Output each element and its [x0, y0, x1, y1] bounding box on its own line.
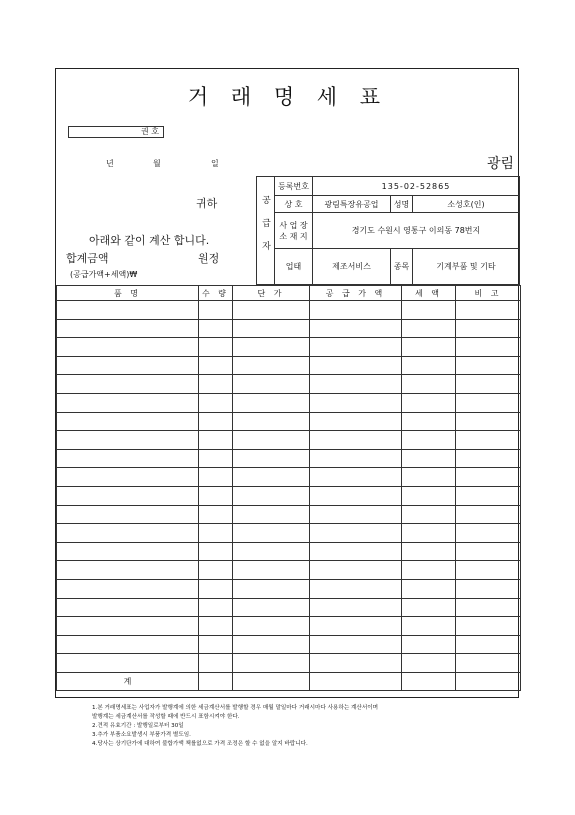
- col-header-qty: 수 량: [199, 286, 233, 301]
- total-amount-unit: 원정: [198, 252, 220, 265]
- table-cell[interactable]: [456, 338, 521, 357]
- table-cell[interactable]: [310, 319, 402, 338]
- biz-item-label: 종목: [391, 249, 413, 285]
- table-cell[interactable]: [57, 617, 199, 636]
- table-row: [57, 449, 521, 468]
- col-header-item: 품 명: [57, 286, 199, 301]
- biz-item-value: 기계부품 및 기타: [413, 249, 520, 285]
- table-cell[interactable]: [310, 412, 402, 431]
- table-row: [57, 301, 521, 320]
- table-cell[interactable]: [456, 598, 521, 617]
- table-cell[interactable]: [199, 449, 233, 468]
- table-cell[interactable]: [233, 301, 310, 320]
- table-cell[interactable]: [456, 617, 521, 636]
- total-amount-sub: (공급가액+세액)₩: [70, 270, 138, 279]
- addr-label: 사 업 장 소 재 지: [275, 213, 313, 249]
- reg-label: 등록번호: [275, 177, 313, 196]
- table-cell[interactable]: [199, 579, 233, 598]
- table-row: [57, 617, 521, 636]
- table-cell[interactable]: [57, 579, 199, 598]
- table-cell[interactable]: [402, 449, 456, 468]
- note-line: 3.추가 부품소요발생시 부품가격 별도임.: [92, 732, 191, 738]
- name-label: 상 호: [275, 196, 313, 213]
- table-cell[interactable]: [456, 524, 521, 543]
- table-cell[interactable]: [402, 561, 456, 580]
- table-cell[interactable]: [57, 412, 199, 431]
- table-cell[interactable]: [310, 617, 402, 636]
- table-row: [57, 635, 521, 654]
- table-cell[interactable]: [402, 319, 456, 338]
- table-cell[interactable]: [402, 468, 456, 487]
- table-cell[interactable]: [199, 561, 233, 580]
- table-cell[interactable]: [57, 561, 199, 580]
- table-cell[interactable]: [233, 449, 310, 468]
- margin-tick: [520, 644, 521, 654]
- table-cell[interactable]: [233, 654, 310, 673]
- table-cell[interactable]: [310, 561, 402, 580]
- brand-name: 광림: [486, 156, 514, 172]
- table-cell[interactable]: [310, 598, 402, 617]
- table-cell[interactable]: [456, 542, 521, 561]
- table-row: [57, 431, 521, 450]
- table-cell[interactable]: [233, 524, 310, 543]
- table-cell[interactable]: [57, 375, 199, 394]
- total-row-label: 계: [57, 672, 199, 691]
- day-label: 일: [211, 159, 219, 168]
- table-cell[interactable]: [233, 393, 310, 412]
- col-header-unit-price: 단 가: [233, 286, 310, 301]
- col-header-supply-amount: 공 급 가 액: [310, 286, 402, 301]
- book-number-label: 권 호: [68, 126, 164, 138]
- table-cell[interactable]: [456, 579, 521, 598]
- table-cell[interactable]: [233, 319, 310, 338]
- table-cell[interactable]: [310, 431, 402, 450]
- biz-type-value: 제조서비스: [313, 249, 391, 285]
- table-cell[interactable]: [402, 524, 456, 543]
- table-cell[interactable]: [57, 505, 199, 524]
- table-cell[interactable]: [199, 598, 233, 617]
- year-label: 년: [106, 159, 114, 168]
- table-row: [57, 505, 521, 524]
- table-cell[interactable]: [402, 338, 456, 357]
- table-cell[interactable]: [57, 431, 199, 450]
- table-cell[interactable]: [199, 338, 233, 357]
- table-cell[interactable]: [402, 393, 456, 412]
- table-cell[interactable]: [456, 412, 521, 431]
- table-cell[interactable]: [456, 393, 521, 412]
- table-cell[interactable]: [57, 393, 199, 412]
- table-cell[interactable]: [57, 598, 199, 617]
- reg-number: 135-02-52865: [313, 177, 520, 196]
- table-cell[interactable]: [456, 505, 521, 524]
- items-table: [56, 285, 521, 691]
- table-cell[interactable]: [233, 598, 310, 617]
- table-row: [57, 393, 521, 412]
- table-cell[interactable]: [310, 468, 402, 487]
- table-cell[interactable]: [402, 579, 456, 598]
- table-cell[interactable]: [310, 635, 402, 654]
- table-cell[interactable]: [199, 301, 233, 320]
- table-cell[interactable]: [456, 319, 521, 338]
- note-line: 2.견적 유효기간 : 발행일로부터 30일: [92, 723, 184, 729]
- table-cell[interactable]: [199, 635, 233, 654]
- table-row: [57, 468, 521, 487]
- table-cell[interactable]: [199, 654, 233, 673]
- table-cell[interactable]: [402, 486, 456, 505]
- table-cell[interactable]: [57, 542, 199, 561]
- table-cell[interactable]: [233, 542, 310, 561]
- invoice-document: [55, 68, 519, 698]
- table-row: [57, 338, 521, 357]
- col-header-remarks: 비 고: [456, 286, 521, 301]
- table-cell[interactable]: [310, 505, 402, 524]
- table-cell[interactable]: [57, 319, 199, 338]
- table-cell[interactable]: [233, 635, 310, 654]
- total-row: [57, 672, 521, 691]
- col-header-tax: 세 액: [402, 286, 456, 301]
- table-row: [57, 579, 521, 598]
- supplier-table: [256, 176, 520, 285]
- table-cell[interactable]: [456, 375, 521, 394]
- table-cell[interactable]: [310, 524, 402, 543]
- table-cell[interactable]: [456, 431, 521, 450]
- table-cell[interactable]: [402, 635, 456, 654]
- table-row: [57, 412, 521, 431]
- table-cell[interactable]: [310, 338, 402, 357]
- table-cell[interactable]: [233, 468, 310, 487]
- table-cell[interactable]: [199, 617, 233, 636]
- table-cell[interactable]: [310, 654, 402, 673]
- table-cell[interactable]: [233, 672, 310, 691]
- table-cell[interactable]: [456, 561, 521, 580]
- table-cell[interactable]: [456, 468, 521, 487]
- table-cell[interactable]: [456, 635, 521, 654]
- table-cell[interactable]: [57, 301, 199, 320]
- document-title: 거 래 명 세 표: [187, 85, 389, 109]
- table-cell[interactable]: [310, 393, 402, 412]
- table-cell[interactable]: [199, 524, 233, 543]
- table-row: [57, 319, 521, 338]
- table-cell[interactable]: [199, 319, 233, 338]
- table-cell[interactable]: [310, 486, 402, 505]
- items-header-row: [57, 286, 521, 301]
- table-cell[interactable]: [402, 301, 456, 320]
- note-line: 1.본 거래명세표는 사업자가 발행계에 의한 세금계산서를 발행할 경우 매월 말일마다 거래시마다 사용하는 계산서이며: [92, 705, 379, 711]
- table-cell[interactable]: [199, 468, 233, 487]
- table-row: [57, 375, 521, 394]
- table-cell[interactable]: [233, 561, 310, 580]
- table-cell[interactable]: [402, 505, 456, 524]
- table-cell[interactable]: [199, 505, 233, 524]
- table-row: [57, 654, 521, 673]
- supplier-side-label: 공급자: [257, 177, 275, 285]
- table-cell[interactable]: [402, 598, 456, 617]
- addr-value: 경기도 수원시 영통구 이의동 78번지: [313, 213, 520, 249]
- table-cell[interactable]: [456, 486, 521, 505]
- table-cell[interactable]: [233, 486, 310, 505]
- table-cell[interactable]: [456, 356, 521, 375]
- notes-block: [92, 704, 512, 749]
- table-cell[interactable]: [310, 579, 402, 598]
- table-cell[interactable]: [456, 301, 521, 320]
- table-cell[interactable]: [402, 672, 456, 691]
- table-cell[interactable]: [57, 635, 199, 654]
- calculation-message: 아래와 같이 계산 합니다.: [89, 234, 210, 247]
- table-cell[interactable]: [199, 393, 233, 412]
- table-cell[interactable]: [199, 431, 233, 450]
- table-cell[interactable]: [233, 338, 310, 357]
- note-line: 4.당사는 상기단가에 대하여 불합가액 책를없으로 가격 조정은 할 수 없을 알지 바랍니다.: [92, 741, 308, 747]
- table-cell[interactable]: [233, 505, 310, 524]
- table-cell[interactable]: [456, 672, 521, 691]
- table-cell[interactable]: [310, 356, 402, 375]
- table-cell[interactable]: [310, 449, 402, 468]
- table-cell[interactable]: [233, 356, 310, 375]
- table-cell[interactable]: [310, 672, 402, 691]
- table-cell[interactable]: [57, 524, 199, 543]
- total-amount-label: 합계금액: [66, 252, 109, 265]
- table-cell[interactable]: [199, 486, 233, 505]
- table-cell[interactable]: [402, 542, 456, 561]
- table-cell[interactable]: [402, 356, 456, 375]
- recipient-suffix: 귀하: [196, 197, 218, 210]
- table-cell[interactable]: [57, 486, 199, 505]
- table-cell[interactable]: [456, 449, 521, 468]
- table-row: [57, 598, 521, 617]
- table-cell[interactable]: [233, 375, 310, 394]
- table-row: [57, 524, 521, 543]
- table-row: [57, 561, 521, 580]
- table-cell[interactable]: [57, 468, 199, 487]
- table-cell[interactable]: [402, 617, 456, 636]
- table-cell[interactable]: [199, 412, 233, 431]
- note-line: 발행계는 세금계산서를 작성할 때에 반드시 표함시켜야 한다.: [92, 714, 240, 720]
- table-cell[interactable]: [233, 579, 310, 598]
- table-cell[interactable]: [233, 431, 310, 450]
- table-cell[interactable]: [402, 654, 456, 673]
- table-cell[interactable]: [57, 654, 199, 673]
- biz-type-label: 업태: [275, 249, 313, 285]
- table-cell[interactable]: [199, 542, 233, 561]
- table-cell[interactable]: [199, 672, 233, 691]
- rep-value: 소성호(인): [413, 196, 520, 213]
- table-cell[interactable]: [199, 375, 233, 394]
- table-cell[interactable]: [199, 356, 233, 375]
- name-value: 광림특장유공업: [313, 196, 391, 213]
- table-cell[interactable]: [310, 375, 402, 394]
- table-cell[interactable]: [57, 338, 199, 357]
- table-cell[interactable]: [402, 375, 456, 394]
- table-cell[interactable]: [456, 654, 521, 673]
- table-cell[interactable]: [57, 356, 199, 375]
- table-row: [57, 542, 521, 561]
- table-row: [57, 356, 521, 375]
- table-cell[interactable]: [402, 431, 456, 450]
- rep-label: 성명: [391, 196, 413, 213]
- table-cell[interactable]: [233, 412, 310, 431]
- table-cell[interactable]: [57, 449, 199, 468]
- table-cell[interactable]: [310, 542, 402, 561]
- table-row: [57, 486, 521, 505]
- table-cell[interactable]: [233, 617, 310, 636]
- table-cell[interactable]: [310, 301, 402, 320]
- month-label: 월: [153, 159, 161, 168]
- table-cell[interactable]: [402, 412, 456, 431]
